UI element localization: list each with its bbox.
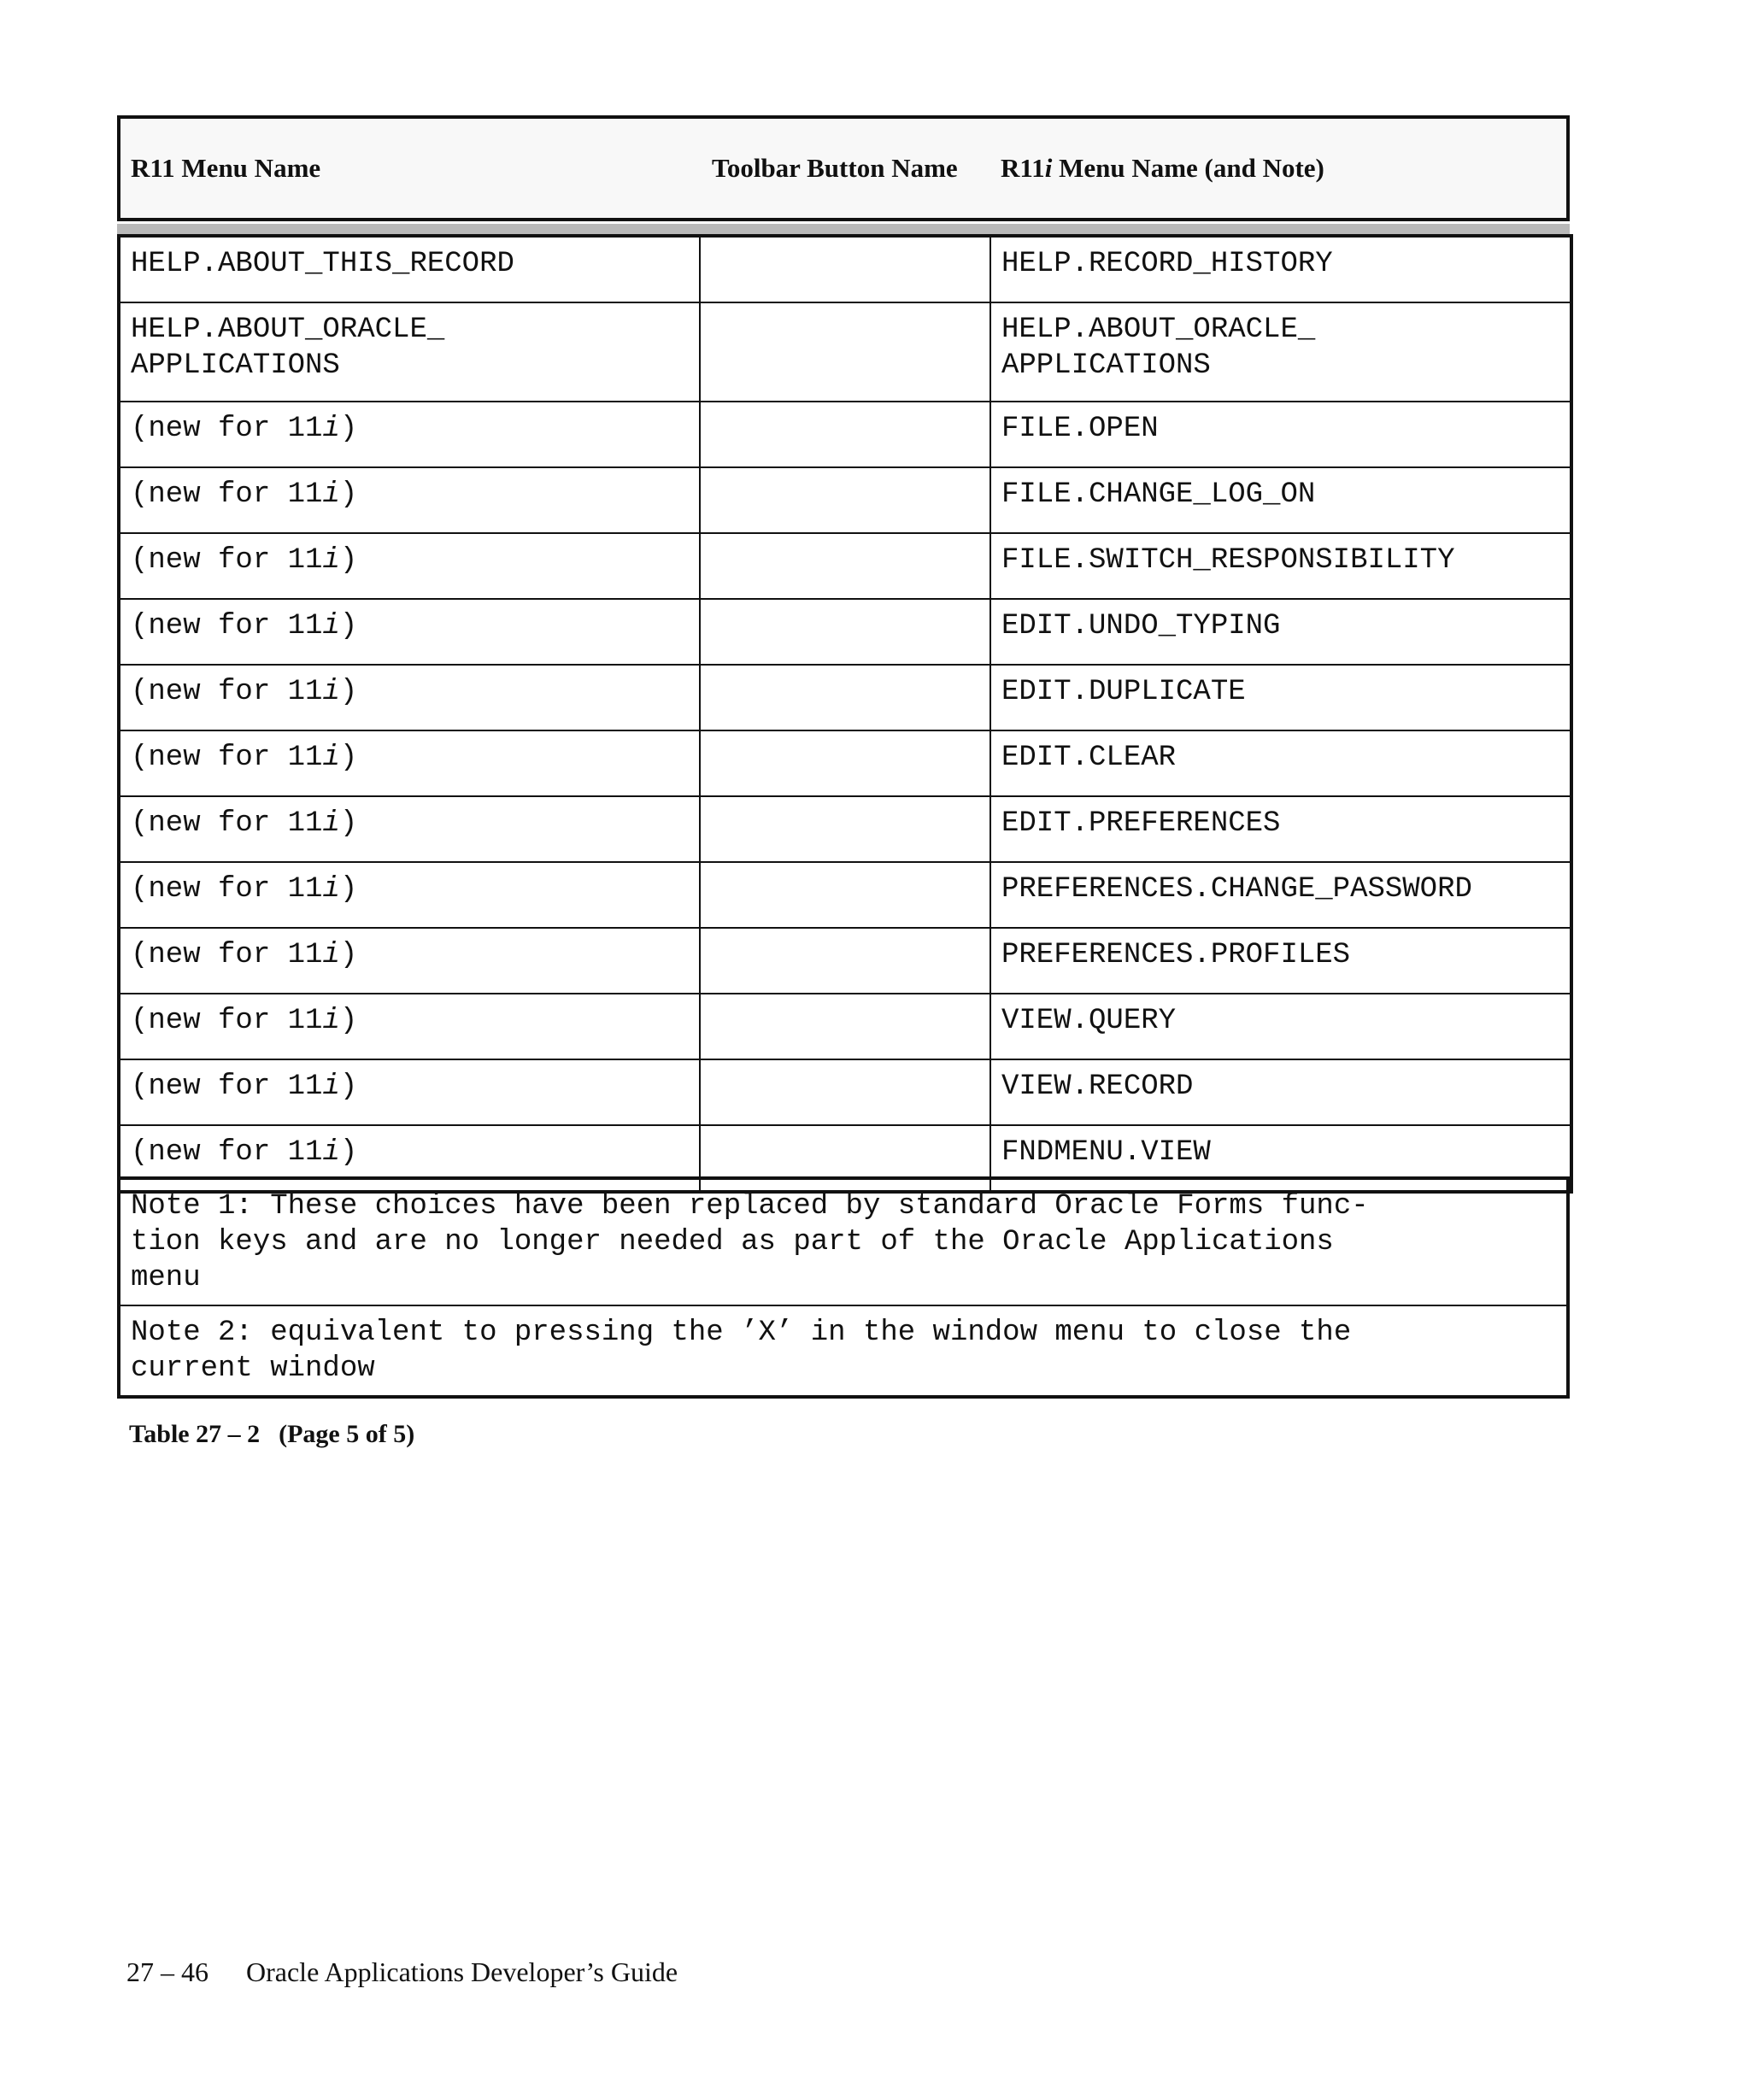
cell-toolbar-button-name xyxy=(700,730,990,796)
table-row xyxy=(119,402,1571,467)
header-r11i-suffix: Menu Name (and Note) xyxy=(1052,153,1324,183)
cell-r11-menu-name: (new for 11i) xyxy=(119,599,700,665)
cell-r11i-menu-name: EDIT.DUPLICATE xyxy=(990,665,1571,730)
cell-r11i-menu-name: HELP.ABOUT_ORACLE_ APPLICATIONS xyxy=(990,302,1571,402)
cell-r11-menu-name: HELP.ABOUT_THIS_RECORD xyxy=(119,236,700,302)
cell-toolbar-button-name xyxy=(700,599,990,665)
cell-r11i-menu-name: EDIT.PREFERENCES xyxy=(990,796,1571,862)
cell-r11-menu-name: (new for 11i) xyxy=(119,928,700,994)
cell-r11-menu-name: (new for 11i) xyxy=(119,862,700,928)
caption-table-label: Table 27 – 2 xyxy=(129,1420,261,1448)
cell-r11i-menu-name: PREFERENCES.PROFILES xyxy=(990,928,1571,994)
table-row xyxy=(119,467,1571,533)
cell-toolbar-button-name xyxy=(700,236,990,302)
cell-r11i-menu-name: FNDMENU.VIEW xyxy=(990,1125,1571,1192)
cell-r11i-menu-name: VIEW.RECORD xyxy=(990,1059,1571,1125)
cell-r11-menu-name: (new for 11i) xyxy=(119,1125,700,1192)
table-row xyxy=(119,302,1571,402)
note-2: Note 2: equivalent to pressing the ’X’ in the window menu to close the current window xyxy=(119,1305,1568,1397)
table-row xyxy=(119,665,1571,730)
cell-r11i-menu-name: EDIT.CLEAR xyxy=(990,730,1571,796)
table-header xyxy=(117,115,1570,221)
cell-r11-menu-name: HELP.ABOUT_ORACLE_ APPLICATIONS xyxy=(119,302,700,402)
notes-table xyxy=(117,1176,1570,1399)
table-row xyxy=(119,862,1571,928)
table-row xyxy=(119,928,1571,994)
cell-r11-menu-name: (new for 11i) xyxy=(119,994,700,1059)
table-row xyxy=(119,533,1571,599)
cell-toolbar-button-name xyxy=(700,302,990,402)
note-row xyxy=(119,1305,1568,1397)
cell-r11-menu-name: (new for 11i) xyxy=(119,467,700,533)
cell-r11-menu-name: (new for 11i) xyxy=(119,665,700,730)
header-toolbar-button-name: Toolbar Button Name xyxy=(712,153,958,183)
table-row xyxy=(119,599,1571,665)
header-r11-menu-name: R11 Menu Name xyxy=(131,153,321,183)
cell-r11i-menu-name: HELP.RECORD_HISTORY xyxy=(990,236,1571,302)
cell-toolbar-button-name xyxy=(700,928,990,994)
table-row xyxy=(119,730,1571,796)
page-footer xyxy=(126,1956,678,1988)
cell-r11-menu-name: (new for 11i) xyxy=(119,796,700,862)
cell-r11i-menu-name: FILE.SWITCH_RESPONSIBILITY xyxy=(990,533,1571,599)
cell-toolbar-button-name xyxy=(700,796,990,862)
table-row xyxy=(119,1059,1571,1125)
menu-mapping-table xyxy=(117,234,1573,1194)
header-shade-divider xyxy=(117,224,1570,234)
cell-r11i-menu-name: PREFERENCES.CHANGE_PASSWORD xyxy=(990,862,1571,928)
cell-toolbar-button-name xyxy=(700,1059,990,1125)
footer-page-number: 27 – 46 xyxy=(126,1956,208,1987)
cell-toolbar-button-name xyxy=(700,467,990,533)
cell-toolbar-button-name xyxy=(700,862,990,928)
cell-r11-menu-name: (new for 11i) xyxy=(119,1059,700,1125)
cell-toolbar-button-name xyxy=(700,665,990,730)
table-caption xyxy=(129,1420,414,1449)
header-r11i-italic: i xyxy=(1044,153,1053,183)
cell-toolbar-button-name xyxy=(700,533,990,599)
cell-r11i-menu-name: FILE.CHANGE_LOG_ON xyxy=(990,467,1571,533)
cell-toolbar-button-name xyxy=(700,994,990,1059)
table-row xyxy=(119,994,1571,1059)
cell-r11-menu-name: (new for 11i) xyxy=(119,402,700,467)
header-r11i-menu-name xyxy=(1001,119,1324,218)
cell-r11-menu-name: (new for 11i) xyxy=(119,533,700,599)
caption-page-label: (Page 5 of 5) xyxy=(279,1420,415,1448)
note-row xyxy=(119,1178,1568,1305)
footer-book-title: Oracle Applications Developer’s Guide xyxy=(246,1956,678,1987)
cell-r11i-menu-name: EDIT.UNDO_TYPING xyxy=(990,599,1571,665)
cell-r11i-menu-name: VIEW.QUERY xyxy=(990,994,1571,1059)
table-row xyxy=(119,796,1571,862)
header-r11i-prefix: R11 xyxy=(1001,153,1045,183)
note-1: Note 1: These choices have been replaced by standard Oracle Forms func- tion keys and are no longer needed as part of the Oracle Applications menu xyxy=(119,1178,1568,1305)
table-row xyxy=(119,236,1571,302)
cell-toolbar-button-name xyxy=(700,402,990,467)
menu-mapping-rows xyxy=(119,236,1571,1192)
cell-r11i-menu-name: FILE.OPEN xyxy=(990,402,1571,467)
cell-r11-menu-name: (new for 11i) xyxy=(119,730,700,796)
